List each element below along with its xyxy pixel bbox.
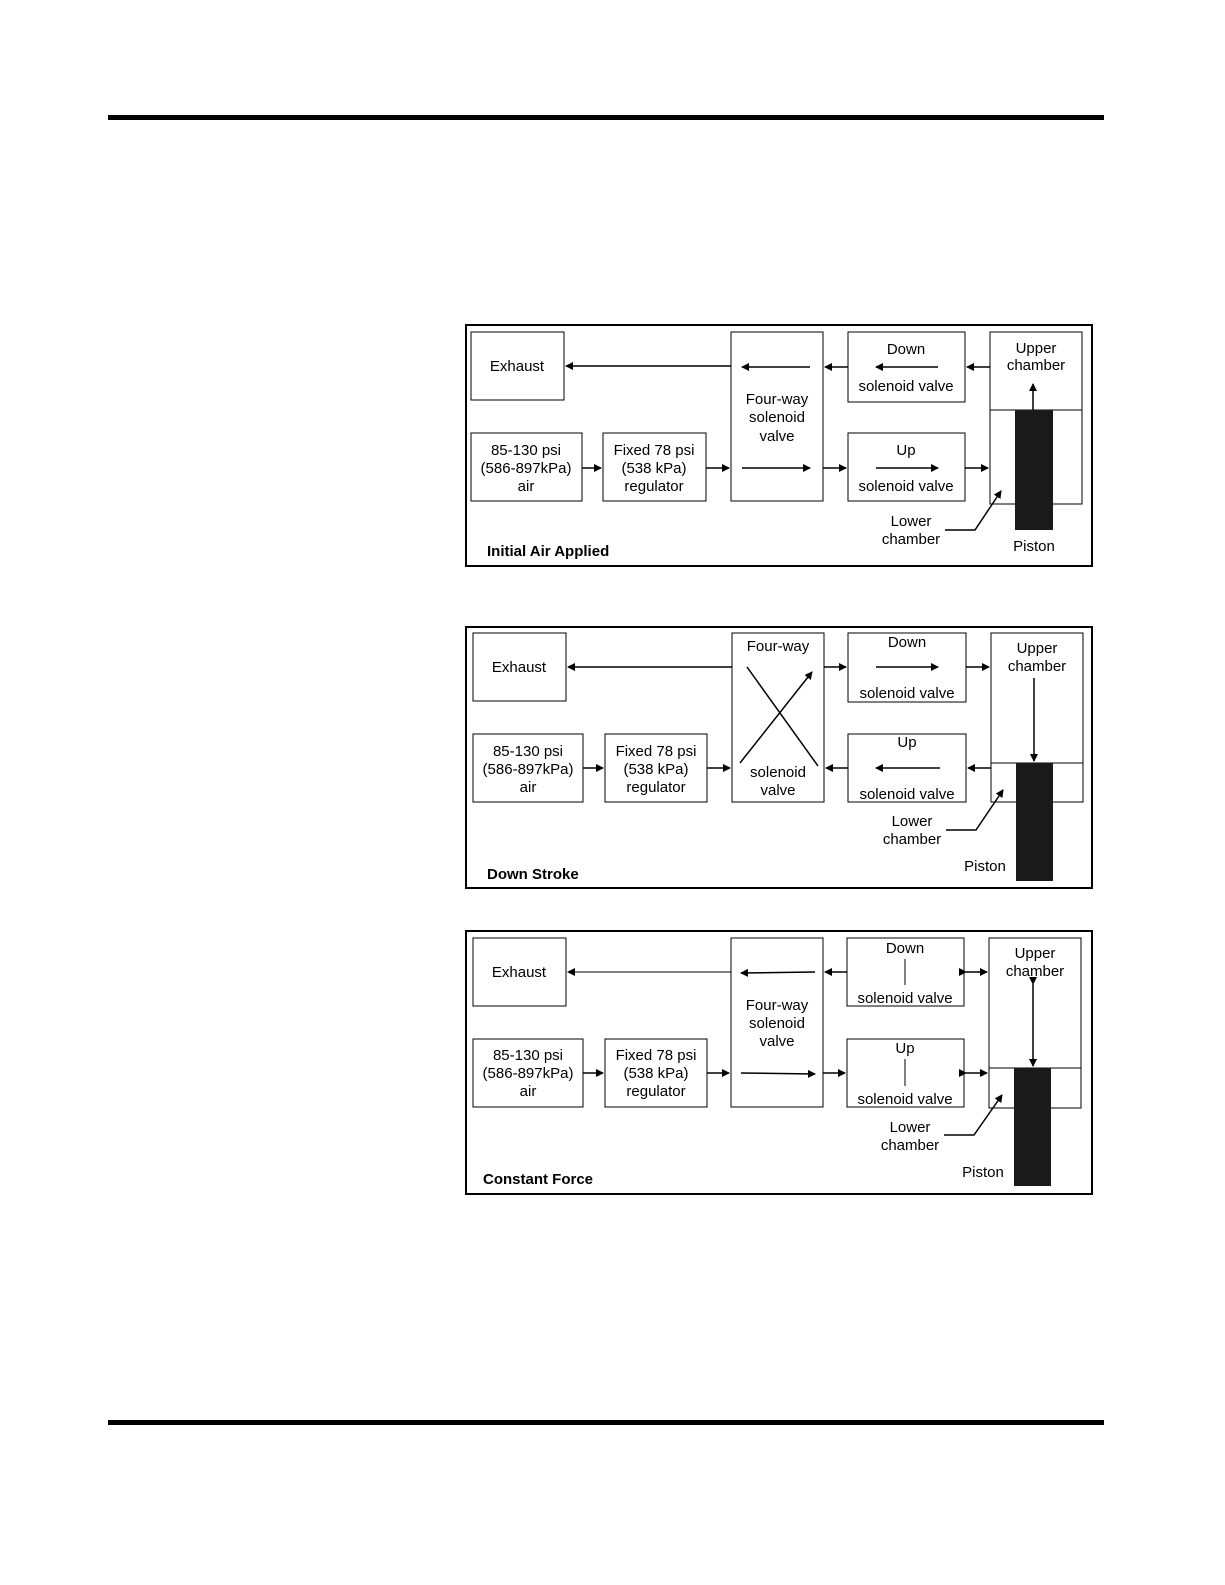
exhaust-label: Exhaust: [491, 659, 547, 676]
crossover-arrow: [740, 672, 812, 763]
up-valve-line-1: Up: [897, 734, 917, 751]
down-valve-line-1: Down: [885, 940, 925, 957]
regulator-line-1: Fixed 78 psi: [615, 743, 697, 760]
supply-line-3: air: [519, 779, 537, 796]
crossover-line: [747, 667, 818, 766]
lower-chamber-line-2: chamber: [881, 531, 941, 548]
lower-chamber-pointer: [944, 1095, 1002, 1135]
supply-line-3: air: [517, 478, 535, 495]
piston-rod: [1016, 763, 1053, 881]
upper-chamber-line-2: chamber: [1005, 963, 1065, 980]
supply-line-2: (586-897kPa): [482, 761, 574, 778]
regulator-line-1: Fixed 78 psi: [613, 442, 695, 459]
diagram-down-stroke: [466, 627, 1092, 888]
four-way-line-2: solenoid: [749, 409, 805, 426]
up-valve-line-2: solenoid valve: [859, 786, 955, 803]
supply-line-1: 85-130 psi: [492, 743, 564, 760]
down-valve-line-1: Down: [886, 341, 926, 358]
regulator-line-2: (538 kPa): [623, 761, 689, 778]
upper-chamber-line-1: Upper: [1016, 640, 1058, 657]
lower-chamber-line-1: Lower: [889, 1119, 931, 1136]
four-way-line-3: valve: [759, 1033, 795, 1050]
diagram-title: Constant Force: [483, 1171, 594, 1188]
regulator-line-3: regulator: [624, 478, 684, 495]
upper-chamber-line-1: Upper: [1015, 340, 1057, 357]
lower-chamber-line-1: Lower: [891, 813, 933, 830]
piston-label: Piston: [962, 1164, 1004, 1181]
up-valve-line-1: Up: [895, 1040, 915, 1057]
regulator-line-3: regulator: [626, 779, 686, 796]
flow-arrow: [741, 1073, 815, 1074]
lower-chamber-pointer: [946, 790, 1003, 830]
four-way-line-3: valve: [759, 428, 795, 445]
piston-rod: [1014, 1068, 1051, 1186]
lower-chamber-pointer: [945, 491, 1001, 530]
four-way-line-1: Four-way: [745, 997, 809, 1014]
four-way-line-1: Four-way: [745, 391, 809, 408]
regulator-line-2: (538 kPa): [623, 1065, 689, 1082]
exhaust-label: Exhaust: [491, 964, 547, 981]
diagram-title: Initial Air Applied: [487, 543, 610, 560]
regulator-line-2: (538 kPa): [621, 460, 687, 477]
supply-line-2: (586-897kPa): [480, 460, 572, 477]
piston-label: Piston: [1013, 538, 1055, 555]
diagram-constant-force: [466, 931, 1092, 1194]
supply-line-1: 85-130 psi: [490, 442, 562, 459]
diagram-title: Down Stroke: [487, 866, 579, 883]
upper-chamber-line-1: Upper: [1014, 945, 1056, 962]
piston-label: Piston: [964, 858, 1006, 875]
four-way-line-2: solenoid: [750, 764, 806, 781]
four-way-line-2: solenoid: [749, 1015, 805, 1032]
supply-line-3: air: [519, 1083, 537, 1100]
supply-line-2: (586-897kPa): [482, 1065, 574, 1082]
down-valve-line-1: Down: [887, 634, 927, 651]
down-valve-line-2: solenoid valve: [858, 378, 954, 395]
diagram-initial-air-applied: [466, 325, 1092, 566]
lower-chamber-line-2: chamber: [880, 1137, 940, 1154]
four-way-line-3: valve: [760, 782, 796, 799]
regulator-line-1: Fixed 78 psi: [615, 1047, 697, 1064]
up-valve-line-2: solenoid valve: [858, 478, 954, 495]
piston-rod: [1015, 410, 1053, 530]
upper-chamber-line-2: chamber: [1006, 357, 1066, 374]
regulator-line-3: regulator: [626, 1083, 686, 1100]
lower-chamber-line-1: Lower: [890, 513, 932, 530]
supply-line-1: 85-130 psi: [492, 1047, 564, 1064]
down-valve-line-2: solenoid valve: [857, 990, 953, 1007]
lower-chamber-line-2: chamber: [882, 831, 942, 848]
four-way-line-1: Four-way: [746, 638, 810, 655]
exhaust-label: Exhaust: [489, 358, 545, 375]
flow-arrow: [741, 972, 815, 973]
up-valve-line-2: solenoid valve: [857, 1091, 953, 1108]
upper-chamber-line-2: chamber: [1007, 658, 1067, 675]
down-valve-line-2: solenoid valve: [859, 685, 955, 702]
up-valve-line-1: Up: [896, 442, 916, 459]
